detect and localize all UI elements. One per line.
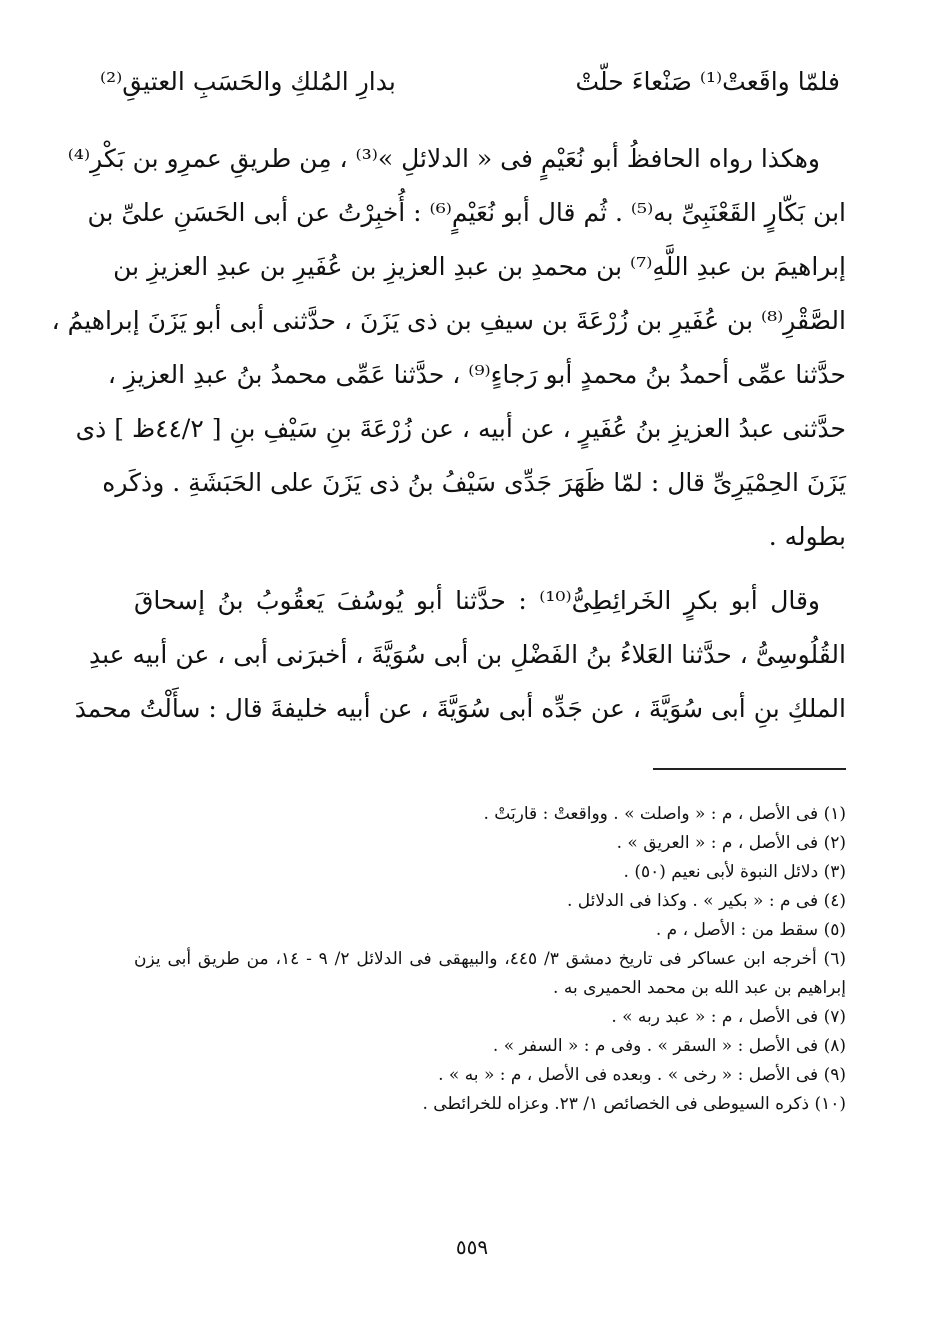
paragraph-narration: [51, 132, 846, 564]
footnote-8: (٨) فى الأصل : « السقر » . وفى م : « السفر » .: [492, 1036, 846, 1056]
footnote-4: (٤) فى م : « بكير » . وكذا فى الدلائل .: [566, 891, 846, 911]
text-line: ابن بَكّارٍ القَعْنَبِىِّ به⁽⁵⁾ . ثُم قال أبو نُعَيْمٍ⁽⁶⁾ : أُخبِرْتُ عن أبى الحَسَنِ علىِّ بن: [87, 198, 846, 227]
text-line: وهكذا رواه الحافظُ أبو نُعَيْمٍ فى « الدلائلِ »⁽³⁾ ، مِن طريقِ عمرِو بن بَكْرِ⁽⁴⁾: [67, 144, 820, 173]
footnote-10: (١٠) ذكره السيوطى فى الخصائص ١/ ٢٣. وعزاه للخرائطى .: [422, 1094, 846, 1114]
footnote-6: (٦) أخرجه ابن عساكر فى تاريخ دمشق ٣/ ٤٤٥، والبيهقى فى الدلائل ٢/ ٩ - ١٤، من طريق أبى يزن إبراهيم بن عبد الله بن محمد الحميرى به .: [134, 949, 846, 998]
text-line: حدَّثنا عمِّى أحمدُ بنُ محمدٍ أبو رَجاءٍ⁽⁹⁾ ، حدَّثنا عَمِّى محمدُ بنُ عبدِ العزيزِ ،: [107, 360, 846, 389]
poetry-verse: [100, 62, 840, 102]
footnote-2: (٢) فى الأصل ، م : « العريق » .: [616, 833, 846, 853]
footnote-3: (٣) دلائل النبوة لأبى نعيم (٥٠) .: [623, 862, 846, 882]
verse-second-hemistich: بدارِ المُلكِ والحَسَبِ العتيقِ⁽²⁾: [100, 67, 396, 96]
footnote-5: (٥) سقط من : الأصل ، م .: [655, 920, 846, 940]
footnotes: [134, 800, 846, 1119]
text-line: بطوله .: [768, 522, 846, 551]
main-text: [51, 132, 846, 736]
text-line: إبراهيمَ بن عبدِ اللَّهِ⁽⁷⁾ بن محمدِ بن عبدِ العزيزِ بن عُفَيرِ بن عبدِ العزيزِ بن: [113, 252, 846, 281]
text-line: وقال أبو بكرٍ الخَرائِطِىُّ⁽¹⁰⁾ : حدَّثنا أبو يُوسُفَ يَعقُوبُ بنُ إسحاقَ: [134, 586, 821, 615]
verse-first-hemistich: فلمّا واقَعتْ⁽¹⁾ صَنْعاءَ حلّتْ: [575, 67, 840, 96]
paragraph-kharaiti: [74, 574, 846, 736]
footnote-separator: [653, 768, 846, 770]
text-line: يَزَنَ الحِمْيَرِىِّ قال : لمّا ظَهَرَ جَدِّى سَيْفُ بنُ ذى يَزَنَ على الحَبَشَةِ . وذكَره: [102, 468, 846, 497]
text-line: حدَّثنى عبدُ العزيزِ بنُ عُفَيرٍ ، عن أبيه ، عن زُرْعَةَ بنِ سَيْفِ بنِ [ ٤٤/٢ظ ] ذى: [75, 414, 846, 443]
page-number: ٥٥٩: [455, 1235, 489, 1259]
text-line: الملكِ بنِ أبى سُوَيَّةَ ، عن جَدِّه أبى سُوَيَّةَ ، عن أبيه خليفةَ قال : سأَلْتُ محمدَ: [74, 694, 846, 723]
text-line: الصَّقْرِ⁽⁸⁾ بن عُفَيرِ بن زُرْعَةَ بن سيفِ بن ذى يَزَنَ ، حدَّثنى أبى أبو يَزَنَ إبراهيمُ ،: [51, 306, 846, 335]
footnote-1: (١) فى الأصل ، م : « واصلت » . وواقعتْ : قاربَتْ .: [483, 804, 846, 824]
footnote-9: (٩) فى الأصل : « رخى » . وبعده فى الأصل ، م : « به » .: [438, 1065, 846, 1085]
footnote-7: (٧) فى الأصل ، م : « عبد ربه » .: [611, 1007, 846, 1027]
text-line: القُلُوسِىُّ ، حدَّثنا العَلاءُ بنُ الفَضْلِ بن أبى سُوَيَّةَ ، أخبرَنى أبى ، عن أبيه عبدِ: [88, 640, 846, 669]
